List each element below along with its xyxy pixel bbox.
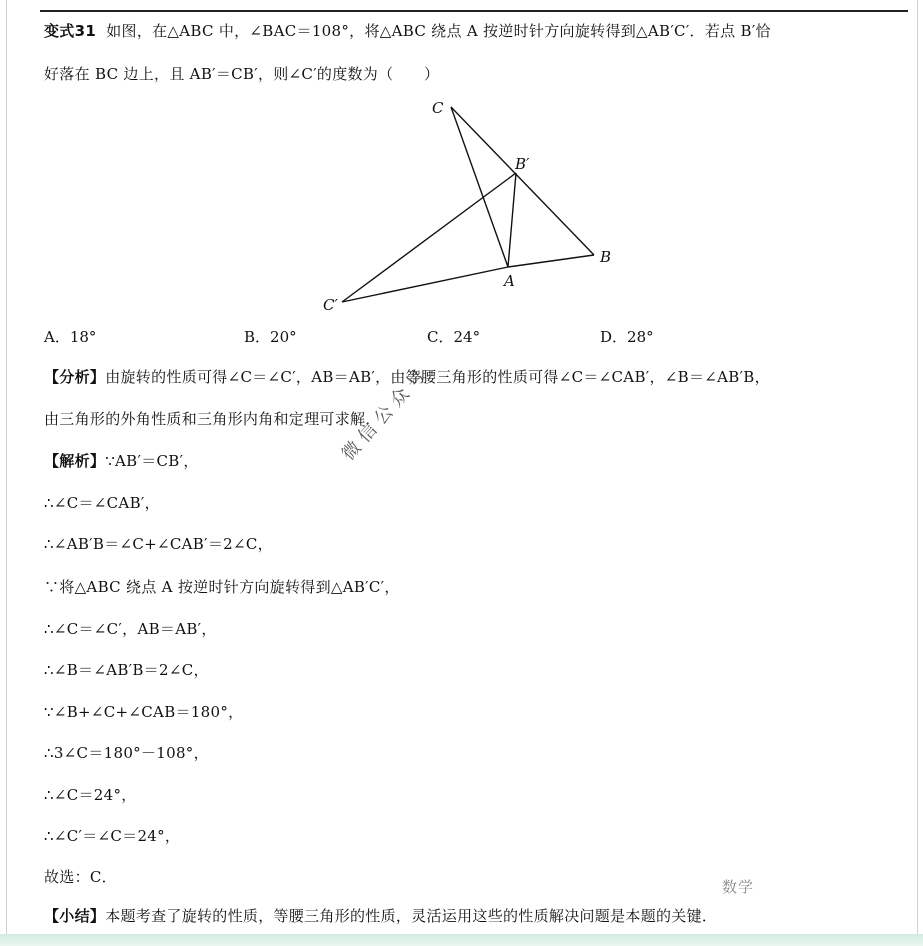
solution-step: ∴3∠C＝180°－108°， <box>44 744 209 762</box>
summary-tag: 【小结】 <box>44 907 106 925</box>
bottom-band <box>0 934 923 946</box>
problem-line-1 <box>44 20 771 42</box>
solution-tag: 【解析】 <box>44 452 106 470</box>
right-border <box>917 0 918 946</box>
problem-label: 变式31 <box>44 22 97 40</box>
left-border <box>6 0 7 946</box>
label-C-prime: C′ <box>323 296 338 314</box>
segment-Cprime-A <box>342 267 508 302</box>
label-A: A <box>504 272 515 290</box>
analysis-tag: 【分析】 <box>44 368 106 386</box>
option-d: D．28° <box>600 328 654 346</box>
solution-step: ∴∠C′＝∠C＝24°， <box>44 827 181 845</box>
option-b: B．20° <box>244 328 297 346</box>
solution-line-0: 【解析】∵AB′＝CB′， <box>44 452 199 470</box>
solution-step: ∴∠C＝∠CAB′， <box>44 494 160 512</box>
wechat-logo-text: 数学 <box>722 878 755 896</box>
solution-step: ∴∠B＝∠AB′B＝2∠C， <box>44 661 209 679</box>
summary-line: 【小结】本题考查了旋转的性质，等腰三角形的性质，灵活运用这些的性质解决问题是本题的关键． <box>44 907 718 925</box>
watermark-text: 微信公众号 <box>337 361 434 465</box>
problem-line-2: 好落在 BC 边上，且 AB′＝CB′，则∠C′的度数为（ ） <box>44 65 440 83</box>
top-rule <box>40 10 908 12</box>
answer-options <box>44 326 744 348</box>
segment-A-Bprime <box>508 173 516 267</box>
rotation-figure <box>318 90 618 315</box>
problem-text-1: 如图，在△ABC 中，∠BAC＝108°，将△ABC 绕点 A 按逆时针方向旋转得到△AB′C′．若点 B′恰 <box>106 22 771 40</box>
label-B: B <box>600 248 612 266</box>
option-c: C．24° <box>427 328 481 346</box>
solution-step: ∴∠C＝∠C′，AB＝AB′， <box>44 620 217 638</box>
analysis-line-1: 【分析】由旋转的性质可得∠C＝∠C′，AB＝AB′，由等腰三角形的性质可得∠C＝∠CAB′，∠B＝∠AB′B， <box>44 368 770 386</box>
label-B-prime: B′ <box>515 155 530 173</box>
analysis-line-2: 由三角形的外角性质和三角形内角和定理可求解． <box>44 410 381 428</box>
solution-step: ∴∠AB′B＝∠C+∠CAB′＝2∠C， <box>44 535 273 553</box>
segment-Bprime-Cprime <box>342 173 516 302</box>
solution-step: ∵将△ABC 绕点 A 按逆时针方向旋转得到△AB′C′， <box>44 578 400 596</box>
solution-answer: 故选：C． <box>44 868 117 886</box>
segment-C-B <box>451 107 594 255</box>
segment-A-B <box>508 255 594 267</box>
label-C: C <box>432 99 444 117</box>
solution-step: ∴∠C＝24°， <box>44 786 137 804</box>
solution-step: ∵∠B+∠C+∠CAB＝180°， <box>44 703 244 721</box>
segment-C-A <box>451 107 508 267</box>
option-a: A．18° <box>44 328 97 346</box>
